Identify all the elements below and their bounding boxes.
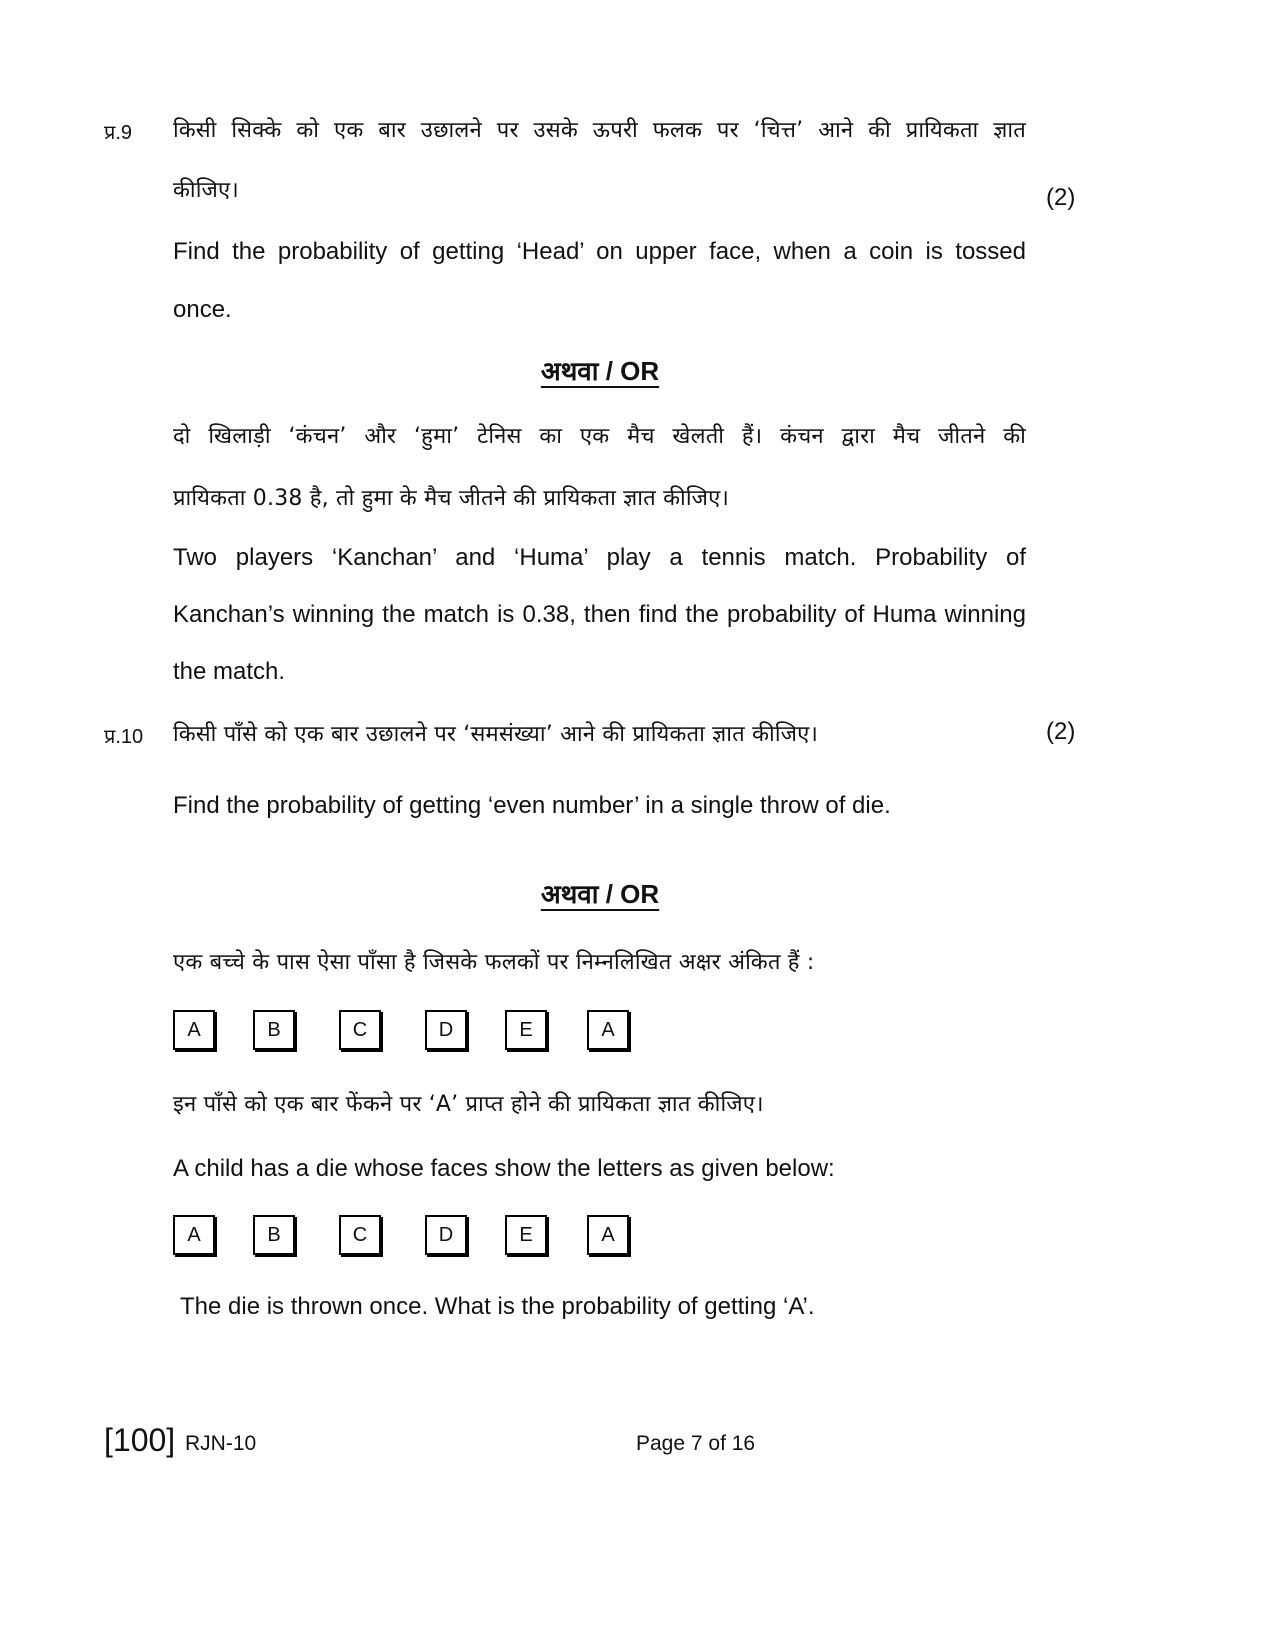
q9-alt-english-line2: Kanchan’s winning the match is 0.38, then find the probability of Huma winning <box>173 601 1026 628</box>
die-face-box: E <box>505 1010 547 1050</box>
q9-alt-hindi-line1: दो खिलाड़ी ‘कंचन’ और ‘हुमा’ टेनिस का एक मैच खेलती हैं। कंचन द्वारा मैच जीतने की <box>173 424 1026 449</box>
die-face-box: C <box>339 1010 381 1050</box>
q9-alt-hindi-line2: प्रायिकता 0.38 है, तो हुमा के मैच जीतने की प्रायिकता ज्ञात कीजिए। <box>173 486 730 511</box>
die-face-box: B <box>253 1010 295 1050</box>
die-face-box: B <box>253 1215 295 1255</box>
die-face-box: C <box>339 1215 381 1255</box>
die-face-box: E <box>505 1215 547 1255</box>
q9-english-line1: Find the probability of getting ‘Head’ on upper face, when a coin is tossed <box>173 238 1026 265</box>
footer-marks-code: [100] <box>104 1422 176 1458</box>
q10-alt-english-intro: A child has a die whose faces show the letters as given below: <box>173 1155 835 1182</box>
q10-alt-hindi-question: इन पाँसे को एक बार फेंकने पर ‘A’ प्राप्त होने की प्रायिकता ज्ञात कीजिए। <box>173 1092 764 1117</box>
q9-marks: (2) <box>1046 184 1076 211</box>
die-face-box: A <box>173 1215 215 1255</box>
q10-alt-hindi-intro: एक बच्चे के पास ऐसा पाँसा है जिसके फलकों पर निम्नलिखित अक्षर अंकित हैं : <box>173 950 815 975</box>
die-face-box: D <box>425 1010 467 1050</box>
q10-marks: (2) <box>1046 718 1076 745</box>
q10-or-heading: अथवा / OR <box>540 879 660 909</box>
die-face-box: D <box>425 1215 467 1255</box>
die-face-box: A <box>173 1010 215 1050</box>
q9-english-line2: once. <box>173 296 232 323</box>
q9-alt-english-line1: Two players ‘Kanchan’ and ‘Huma’ play a tennis match. Probability of <box>173 544 1026 571</box>
q10-english: Find the probability of getting ‘even number’ in a single throw of die. <box>173 792 891 819</box>
q9-or-heading: अथवा / OR <box>540 356 660 386</box>
question-number-9: प्र.9 <box>104 122 133 144</box>
q9-hindi-line1: किसी सिक्के को एक बार उछालने पर उसके ऊपरी फलक पर ‘चित्त’ आने की प्रायिकता ज्ञात <box>173 118 1026 143</box>
q10-hindi: किसी पाँसे को एक बार उछालने पर ‘समसंख्या’ आने की प्रायिकता ज्ञात कीजिए। <box>173 722 819 747</box>
q9-hindi-line2: कीजिए। <box>173 178 239 203</box>
question-number-10: प्र.10 <box>104 726 144 748</box>
die-face-box: A <box>587 1215 629 1255</box>
q10-alt-english-question: The die is thrown once. What is the probability of getting ‘A’. <box>180 1293 815 1320</box>
footer-page-number: Page 7 of 16 <box>636 1432 756 1455</box>
q9-alt-english-line3: the match. <box>173 658 286 685</box>
footer-paper-code: RJN-10 <box>185 1432 257 1455</box>
die-face-box: A <box>587 1010 629 1050</box>
